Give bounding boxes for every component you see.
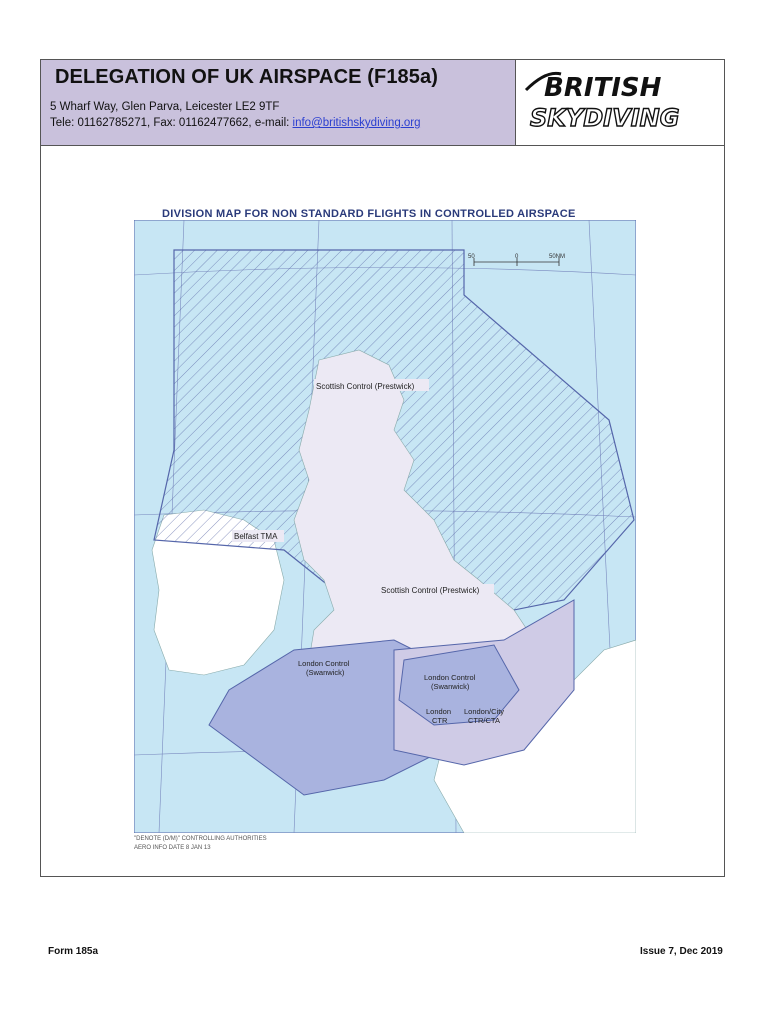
- label-belfast: Belfast TMA: [234, 532, 278, 541]
- contact-line: [50, 117, 421, 129]
- contact-numbers: Tele: 01162785271, Fax: 01162477662, e-mail:: [50, 117, 293, 129]
- label-london-west-1: London Control: [298, 659, 350, 668]
- address-line: 5 Wharf Way, Glen Parva, Leicester LE2 9TF: [50, 101, 280, 113]
- airspace-map: [134, 220, 636, 833]
- map-footnote: "DENOTE (D/M)" CONTROLLING AUTHORITIES: [134, 836, 267, 842]
- form-header: [41, 60, 516, 146]
- label-london-city-1: London/City: [464, 707, 505, 716]
- scale-label-mid: 0: [515, 254, 519, 260]
- label-london-west-2: (Swanwick): [306, 668, 345, 677]
- aero-info-date: AERO INFO DATE 8 JAN 13: [134, 845, 211, 851]
- label-london-city-2: CTR/CTA: [468, 716, 500, 725]
- logo-text-skydiving: SKYDIVING: [530, 104, 680, 132]
- form-title: DELEGATION OF UK AIRSPACE (F185a): [55, 66, 438, 88]
- scale-label-right: 50NM: [549, 254, 566, 260]
- british-skydiving-logo: [516, 60, 724, 146]
- label-scottish-north: Scottish Control (Prestwick): [316, 382, 415, 391]
- label-london-ctr-2: CTR: [432, 716, 448, 725]
- map-title: DIVISION MAP FOR NON STANDARD FLIGHTS IN CONTROLLED AIRSPACE: [162, 208, 576, 220]
- label-london-east-2: (Swanwick): [431, 682, 470, 691]
- issue-date: Issue 7, Dec 2019: [640, 946, 723, 957]
- form-number: Form 185a: [48, 946, 99, 957]
- logo-text-british: BRITISH: [544, 73, 662, 103]
- scale-label-left: 50: [468, 254, 475, 260]
- email-link[interactable]: info@britishskydiving.org: [292, 117, 421, 129]
- label-london-east-1: London Control: [424, 673, 476, 682]
- label-scottish-south: Scottish Control (Prestwick): [381, 586, 480, 595]
- label-london-ctr-1: London: [426, 707, 452, 716]
